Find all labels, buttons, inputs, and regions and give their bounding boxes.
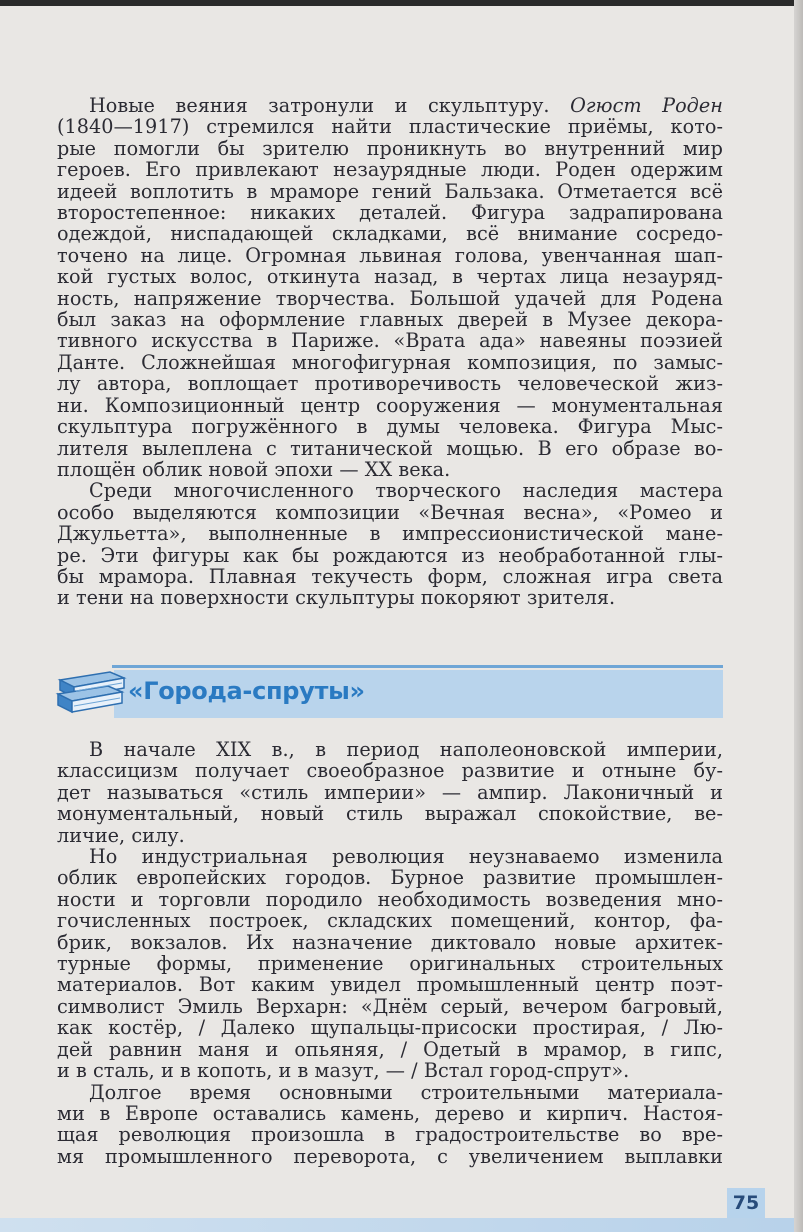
text-line: площён облик новой эпохи — XX века.	[57, 457, 451, 481]
text-line: мя промышленного переворота, с увеличением выплавки	[57, 1144, 723, 1168]
banner-rule	[112, 665, 723, 668]
text-line: дет называться «стиль империи» — ампир. Лаконичный и	[57, 780, 723, 804]
text-line: второстепенное: никаких деталей. Фигура задрапирована	[57, 201, 723, 225]
text-line: лу автора, воплощает противоречивость человеческой жиз-	[57, 372, 723, 396]
text-line: личие, силу.	[57, 823, 185, 847]
text-line: особо выделяются композиции «Вечная весна», «Ромео и	[57, 500, 723, 524]
text-line: скульптура погружённого в думы человека. Фигура Мыс-	[57, 415, 723, 439]
text-line: облик европейских городов. Бурное развитие промышлен-	[57, 866, 723, 890]
text-line: брик, вокзалов. Их назначение диктовало новые архитек-	[57, 930, 723, 954]
paragraph	[57, 739, 723, 846]
text-line: материалов. Вот каким увидел промышленный центр поэт-	[57, 973, 723, 997]
text-line: героев. Его привлекают незаурядные люди. Роден одержим	[57, 158, 723, 182]
text-line: тивного искусства в Париже. «Врата ада» навеяны поэзией	[57, 329, 723, 353]
text-line: и в сталь, и в копоть, и в мазут, — / Встал город-спрут».	[57, 1059, 630, 1083]
text-line: точено на лице. Огромная львиная голова, увенчанная шап-	[57, 243, 723, 267]
text-line: бы мрамора. Плавная текучесть форм, сложная игра света	[57, 564, 723, 588]
text-line: ни. Композиционный центр сооружения — монументальная	[57, 393, 723, 417]
text-block-bottom	[57, 739, 723, 1167]
text-line: гочисленных построек, складских помещений, контор, фа-	[57, 909, 723, 933]
paragraph	[57, 95, 723, 480]
paragraph	[57, 1082, 723, 1168]
text-line: и тени на поверхности скульптуры покоряют зрителя.	[57, 586, 616, 610]
text-line: лителя вылеплена с титанической мощью. В его образе во-	[57, 436, 723, 460]
text-line: В начале XIX в., в период наполеоновской империи,	[89, 738, 723, 761]
text-line: турные формы, применение оригинальных строительных	[57, 952, 723, 976]
text-line: Данте. Сложнейшая многофигурная композиция, по замыс-	[57, 350, 723, 374]
text-line: монументальный, новый стиль выражал спокойствие, ве-	[57, 802, 723, 826]
text-line: символист Эмиль Верхарн: «Днём серый, вечером багровый,	[57, 994, 723, 1018]
text-line: кой густых волос, откинута назад, в чертах лица незауряд-	[57, 265, 723, 289]
page-number: 75	[732, 1192, 760, 1214]
books-icon	[52, 650, 132, 720]
text-line: рые помогли бы зрителю проникнуть во внутренний мир	[57, 136, 723, 160]
page-number-box	[727, 1188, 765, 1220]
text-line: Долгое время основными строительными материала-	[89, 1080, 723, 1104]
text-line: одеждой, ниспадающей складками, всё внимание сосредо-	[57, 222, 723, 246]
text-line: был заказ на оформление главных дверей в Музее декора-	[57, 308, 723, 332]
text-line: идеей воплотить в мраморе гений Бальзака. Отметается всё	[57, 179, 723, 203]
text-line: Джульетта», выполненные в импрессионистической мане-	[57, 522, 723, 546]
text-line: классицизм получает своеобразное развитие и отныне бу-	[57, 759, 723, 783]
text-line: как костёр, / Далеко щупальцы-присоски простирая, / Лю-	[57, 1016, 723, 1040]
text-line: ре. Эти фигуры как бы рождаются из необработанной глы-	[57, 543, 723, 567]
text-line: (1840—1917) стремился найти пластические приёмы, кото-	[57, 115, 723, 139]
paragraph	[57, 846, 723, 1081]
page-top-edge	[0, 0, 803, 6]
text-line: Среди многочисленного творческого наследия мастера	[89, 479, 723, 503]
text-line: ми в Европе оставались камень, дерево и кирпич. Настоя-	[57, 1101, 723, 1125]
text-line: щая революция произошла в градостроительстве во вре-	[57, 1123, 723, 1147]
paragraph	[57, 480, 723, 608]
text-line: Новые веяния затронули и скульптуру. Огюст Роден	[89, 94, 723, 117]
text-line: ность, напряжение творчества. Большой удачей для Родена	[57, 286, 723, 310]
text-block-top	[57, 95, 723, 609]
text-line: ности и торговли породило необходимость возведения мно-	[57, 887, 723, 911]
page-right-edge	[794, 0, 803, 1232]
page-bottom-band	[0, 1218, 794, 1232]
section-title: «Города-спруты»	[128, 677, 365, 705]
section-banner	[52, 650, 723, 720]
text-line: Но индустриальная революция неузнаваемо изменила	[89, 845, 723, 869]
text-line: дей равнин маня и опьяняя, / Одетый в мрамор, в гипс,	[57, 1037, 723, 1061]
